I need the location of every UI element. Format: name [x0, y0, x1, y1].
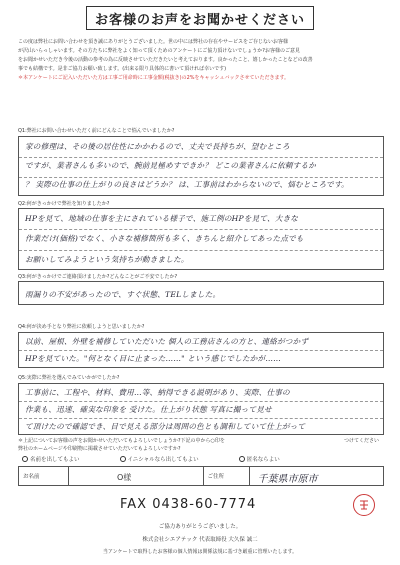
- question-2-answer[interactable]: [18, 208, 384, 270]
- radio-circle-icon: [239, 456, 245, 462]
- answer-line: 家の修理は、その後の居住性にかかわるので、丈夫で長持ちが、望むところ: [25, 142, 290, 151]
- question-5-label: Q5:実際に弊社を選んでみていかがでしたか?: [18, 375, 120, 381]
- answer-line: HPを見ていた。"何となく目に止まった……" という感じでしたかが……: [25, 354, 281, 363]
- address-field[interactable]: [250, 467, 384, 485]
- answer-line: 雨漏りの不安があったので、すぐ状態、TELしました。: [25, 290, 221, 299]
- question-1-answer[interactable]: [18, 136, 384, 196]
- option-initial-ok[interactable]: イニシャルなら出してもよい: [120, 455, 199, 463]
- name-value: O様: [117, 473, 132, 482]
- answer-line: ですが、業者さんも多いので、腕前見極めすできか？ どこの業者さんに依頼するか: [25, 161, 317, 170]
- address-value: 千葉県市原市: [257, 474, 318, 485]
- radio-circle-icon: [22, 456, 28, 462]
- name-label: お名前: [19, 467, 69, 485]
- publication-question: 弊社のホームページや印刷物に掲載させていただいてもよろしいですか?: [18, 446, 181, 452]
- answer-line: 工事前に、工程や、材料、費用…等、納得できる説明があり、実際、仕事の: [25, 388, 290, 397]
- thanks-message: ご協力ありがとうございました。: [158, 524, 242, 530]
- publication-options: [22, 455, 280, 463]
- privacy-note: 当アンケートで取得したお客様の個人情報は関係法規に基づき厳重に管理いたします。: [102, 549, 298, 555]
- cashback-note: ＊本アンケートにご記入いただいた方は工事ご用命時に工事金額(税抜き)の2%をキャッシュバックさせていただきます。: [18, 75, 290, 81]
- fax-number: FAX 0438-60-7774: [120, 497, 257, 512]
- question-3-label: Q3:何がきっかけでご連絡頂けましたか?どんなことがご不安でしたか?: [18, 274, 178, 280]
- answer-line: お願いしてみようという気持ちが動きました。: [25, 255, 189, 264]
- company-name: 株式会社シエアテック 代表取締役 大久保 誠二: [142, 537, 258, 543]
- circle-instruction: つけてください: [344, 438, 380, 444]
- intro-line-1: この度は弊社にお問い合わせを頂き誠にありがとうございました。世の中には弊社の存在やサービスをご存じないお客様: [18, 39, 289, 45]
- name-field[interactable]: [69, 467, 204, 485]
- question-5-answer[interactable]: [18, 383, 384, 435]
- answer-line: 作業だけ(価格)でなく、小さな補修箇所も多く、きちんと紹介してあった点でも: [25, 234, 304, 243]
- intro-line-3: をお聞かせいただき今後の活動の参考の為に反映させていただきたいと考えております。良かったこと、嬉しかったことなどの改善: [18, 57, 313, 63]
- customer-info-row: [18, 466, 384, 486]
- answer-line: HPを見て、地域の仕事を主にされている様子で、施工例のHPを見て、大きな: [25, 214, 299, 223]
- question-4-label: Q4:何が決め手となり弊社に依頼しようと思いましたか?: [18, 324, 145, 330]
- question-3-answer[interactable]: [18, 281, 384, 305]
- publication-note: ＊上記についてお客様の声をお聞かせいただいてもよろしいでしょうか?下記の中から○印を: [18, 438, 225, 444]
- stamp-seal-icon: [353, 494, 375, 516]
- question-2-label: Q2:何がきっかけで弊社を知りましたか?: [18, 201, 110, 207]
- option-name-ok[interactable]: 名前を出してもよい: [22, 455, 80, 463]
- intro-line-4: 事でも結構です。是非ご協力お願い致します。(出来る限り具体的に書いて頂ければ幸いです): [18, 66, 227, 72]
- answer-line: て頂けたので確認でき、目で見える部分は周囲の色とも調和していて仕上がって: [25, 422, 306, 431]
- page-title: お客様のお声をお聞かせください: [86, 6, 314, 30]
- question-4-answer[interactable]: [18, 332, 384, 368]
- address-label: ご住所: [204, 467, 250, 485]
- question-1-label: Q1:弊社にお問い合わせいただく前にどんなことで悩んでいましたか?: [18, 128, 175, 134]
- answer-line: 作業も、迅速、確実な印象を 受けた。仕上がり状態 写真に撮って見せ: [25, 405, 272, 414]
- intro-line-2: が沢山いらっしゃいます。その方たちに弊社をよく知って頂くためのアンケートにご協力頂けないでしょうか?お客様のご意見: [18, 48, 300, 54]
- radio-circle-icon: [120, 456, 126, 462]
- answer-line: ？ 実際の仕事の仕上がりの良さはどうか？ は、工事前はわからないので、悩むところです。: [25, 180, 349, 189]
- answer-line: 以前、屋根、外壁を補修していただいた 個人の工務店さんの方と、連絡がつかず: [25, 337, 309, 346]
- intro-text: [18, 38, 384, 83]
- option-anonymous-ok[interactable]: 匿名ならよい: [239, 455, 280, 463]
